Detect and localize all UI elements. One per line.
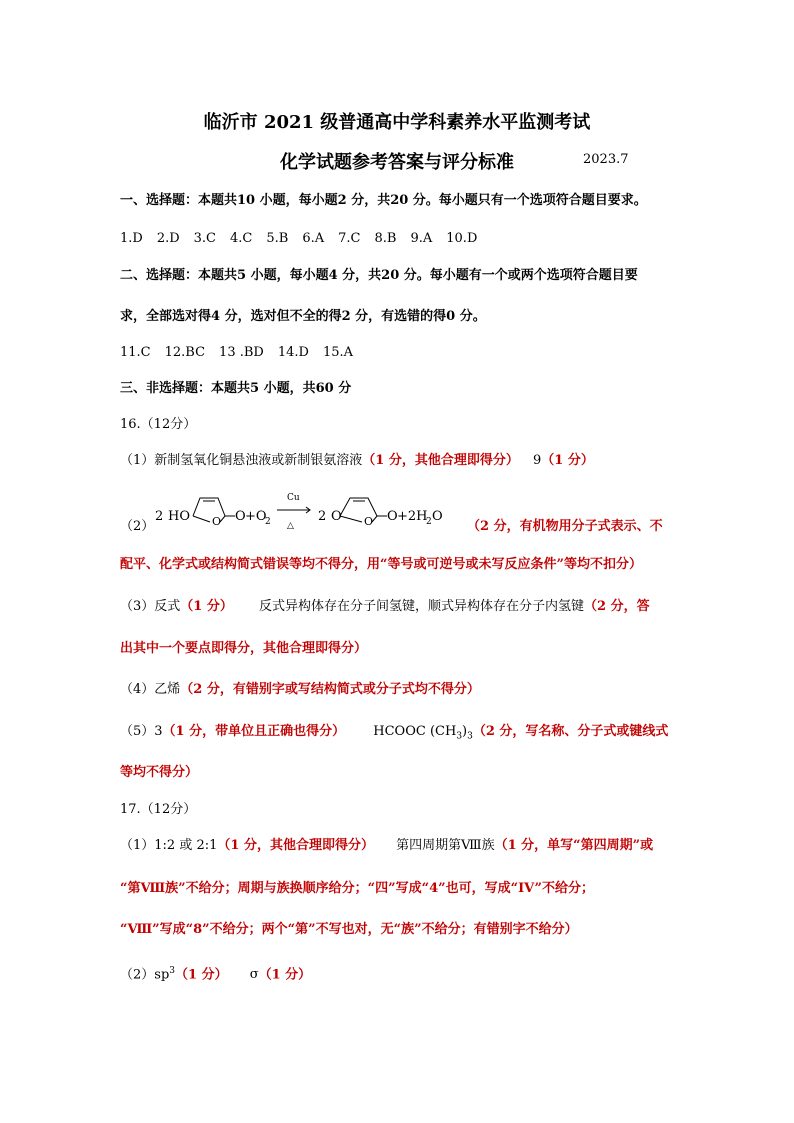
answer-item: 2.D <box>156 231 180 246</box>
q17-p2-note2: （1 分） <box>258 967 312 983</box>
q16-part3 <box>120 598 650 616</box>
q16-p3-note2-b: 出其中一个要点即得分，其他合理即得分） <box>120 641 368 656</box>
q17-p1-note2-b: “第Ⅷ族”不给分；周期与族换顺序给分；“四”写成“4”也可，写成“IV”不给分； <box>120 881 594 896</box>
rxn-catalyst: Cu <box>287 493 300 503</box>
section2-heading-line2: 求，全部选对得4 分，选对但不全的得2 分，有选错的得0 分。 <box>120 309 486 324</box>
q17-p2-text2: σ <box>249 967 259 983</box>
exam-date: 2023.7 <box>583 152 629 167</box>
q17-p2-note: （1 分） <box>175 967 228 983</box>
page-title: 临沂市 2021 级普通高中学科素养水平监测考试 <box>203 112 591 133</box>
page-subtitle: 化学试题参考答案与评分标准 <box>280 152 514 173</box>
rxn-condition: △ <box>287 521 294 530</box>
answer-item: 11.C <box>120 345 151 360</box>
answer-item: 9.A <box>410 231 433 246</box>
q17-p2-sup: 3 <box>169 966 175 976</box>
rxn-carbonyl-o2: O <box>387 509 398 524</box>
q16-p5-note2-a: （2 分，写名称、分子式或键线式 <box>472 724 669 739</box>
q17-p1-note2-a: （1 分，单写“第四周期”或 <box>494 838 654 853</box>
q16-p2-note-a: （2 分，有机物用分子式表示、不 <box>467 519 663 534</box>
q16-p1-text: （1）新制氢氧化铜悬浊液或新制银氨溶液 <box>120 453 363 468</box>
q16-p1-note: （1 分，其他合理即得分） <box>362 453 519 468</box>
section2-heading-line1: 二、选择题：本题共5 小题，每小题4 分，共20 分。每小题有一个或两个选项符合题目要 <box>120 268 638 283</box>
q16-part5 <box>120 723 668 746</box>
answer-item: 5.B <box>266 231 289 246</box>
rxn-ring-o: O <box>212 515 222 528</box>
answer-item: 7.C <box>338 231 361 246</box>
rxn-o2-sub: 2 <box>265 517 271 527</box>
rxn-plus-o2: +O <box>245 509 267 524</box>
q17-p1-note2-c: “Ⅷ”写成“8”不给分；两个“第”不写也对，无“族”不给分；有错别字不给分） <box>120 922 578 937</box>
rxn-plus-h2o: +2H <box>397 509 428 524</box>
rxn-right-o: O <box>331 509 342 524</box>
q16-part4 <box>120 681 480 699</box>
q16-p4-label: （4）乙烯 <box>120 682 181 697</box>
answer-item: 8.B <box>374 231 397 246</box>
rxn-coef1: 2 <box>155 509 164 524</box>
rxn-coef2: 2 <box>318 509 327 524</box>
q17-p1-note: （1 分，其他合理即得分） <box>217 838 374 853</box>
q16-p1-note2: （1 分） <box>541 453 594 468</box>
q16-p3-note2-a: （2 分，答 <box>584 599 650 614</box>
q16-p5-note: （1 分，带单位且正确也得分） <box>162 724 346 739</box>
section1-answers <box>120 230 491 248</box>
q16-part1 <box>120 452 594 470</box>
q16-p3-text: 反式异构体存在分子间氢键，顺式异构体存在分子内氢键 <box>259 599 585 614</box>
q17-p1-text2: 第四周期第Ⅷ族 <box>396 838 495 853</box>
q17-p2-label: （2）sp <box>120 967 170 983</box>
section3-heading: 三、非选择题：本题共5 小题，共60 分 <box>120 381 352 396</box>
answer-item: 4.C <box>230 231 253 246</box>
q17-p1-label: （1）1:2 或 2:1 <box>120 838 218 853</box>
rxn-carbonyl-o: O <box>235 509 246 524</box>
rxn-ring-o2: O <box>364 515 374 528</box>
q16-p5-note2-b: 等均不得分） <box>120 765 199 780</box>
rxn-h2o-o: O <box>432 509 443 524</box>
answer-item: 12.BC <box>164 345 206 360</box>
rxn-left-group: HO <box>168 509 190 524</box>
answer-item: 3.C <box>193 231 217 246</box>
section1-heading: 一、选择题：本题共10 小题，每小题2 分，共20 分。每小题只有一个选项符合题目要求。 <box>120 193 647 208</box>
q16-p5-formula: HCOOC $(CH_3)_3$ <box>373 724 473 742</box>
section2-answers <box>120 344 367 362</box>
q16-p3-note: （1 分） <box>180 599 233 614</box>
answer-item: 10.D <box>446 231 478 246</box>
q16-p1-text2: 9 <box>533 453 542 468</box>
q16-p3-label: （3）反式 <box>120 599 181 614</box>
q17-part1 <box>120 837 653 855</box>
q16-p5-label: （5）3 <box>120 724 163 739</box>
answer-item: 13 .BD <box>219 345 264 360</box>
q17-header: 17.（12分） <box>120 802 197 817</box>
q16-p4-note: （2 分，有错别字或写结构简式或分子式均不得分） <box>180 682 480 697</box>
q16-reaction-equation <box>155 484 465 530</box>
answer-item: 14.D <box>277 345 309 360</box>
q16-p2-label: （2） <box>120 519 155 534</box>
rxn-h2o-sub: 2 <box>426 517 432 527</box>
answer-item: 1.D <box>120 231 143 246</box>
q17-part2 <box>120 962 311 984</box>
answer-item: 15.A <box>322 345 354 360</box>
q16-header: 16.（12分） <box>120 417 197 432</box>
q16-p2-note-b: 配平、化学式或结构简式错误等均不得分，用“等号或可逆号或未写反应条件”等均不扣分） <box>120 557 642 572</box>
answer-item: 6.A <box>302 231 325 246</box>
